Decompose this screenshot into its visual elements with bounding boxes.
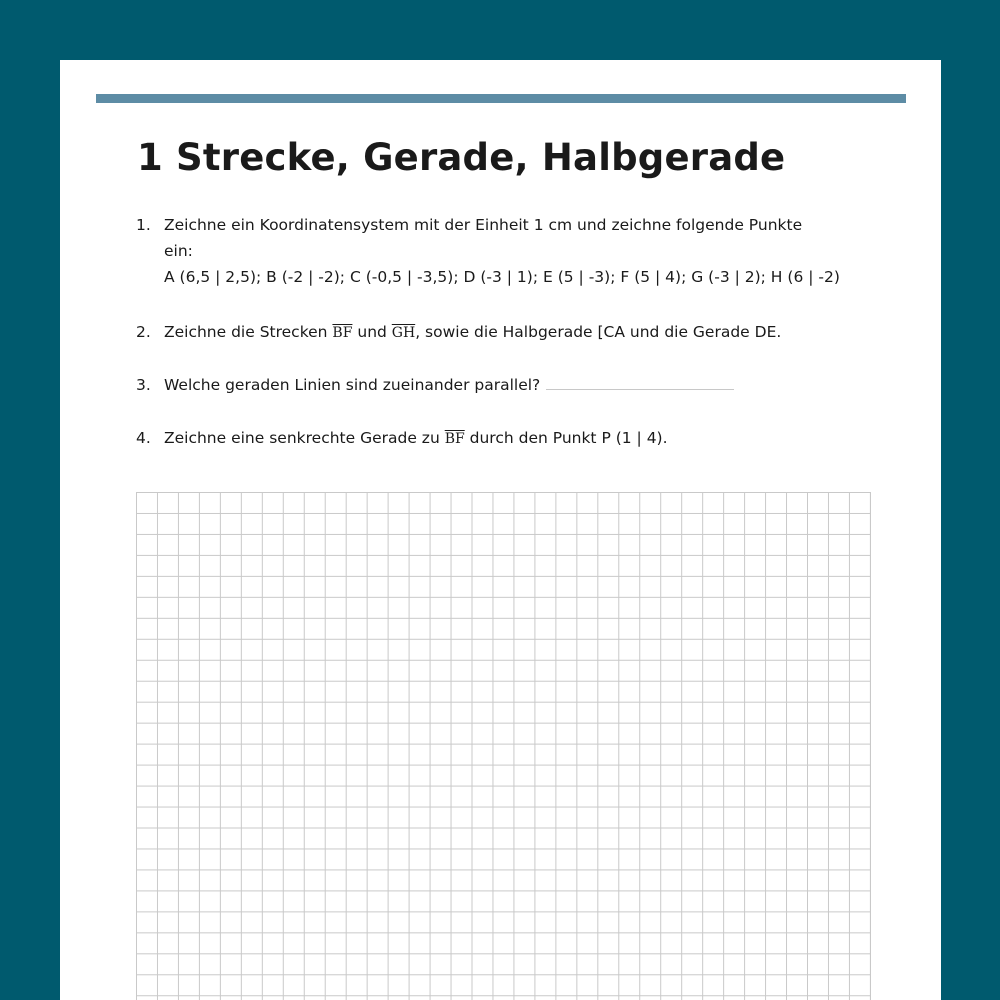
task-1 xyxy=(136,212,856,290)
graph-paper-grid[interactable] xyxy=(136,492,871,1000)
task-text: Zeichne eine senkrechte Gerade zu xyxy=(164,429,445,447)
task-text: Zeichne die Strecken xyxy=(164,323,333,341)
segment-label: $\overline{BF}$ xyxy=(332,325,353,341)
segment-label: $\overline{GH}$ xyxy=(391,325,416,341)
task-number: 3. xyxy=(136,376,151,394)
answer-line[interactable] xyxy=(546,377,734,390)
task-3 xyxy=(136,372,856,398)
task-number: 2. xyxy=(136,323,151,341)
task-text: Welche geraden Linien sind zueinander parallel? xyxy=(164,376,541,394)
task-2 xyxy=(136,319,856,346)
task-number: 1. xyxy=(136,216,151,234)
task-4 xyxy=(136,425,856,452)
task-number: 4. xyxy=(136,429,151,447)
task-text: , sowie die Halbgerade [CA und die Gerade DE. xyxy=(415,323,782,341)
page-title: 1 Strecke, Gerade, Halbgerade xyxy=(137,136,786,179)
header-rule xyxy=(96,94,906,103)
segment-label: $\overline{BF}$ xyxy=(444,431,465,447)
task-text: und xyxy=(352,323,392,341)
points-list: A (6,5 | 2,5); B (-2 | -2); C (-0,5 | -3,5); D (-3 | 1); E (5 | -3); F (5 | 4); G (-3 | 2); H (6 | -2) xyxy=(164,268,840,286)
task-text-line: Zeichne ein Koordinatensystem mit der Einheit 1 cm und zeichne folgende Punkte xyxy=(164,216,803,234)
task-text-line: ein: xyxy=(164,242,193,260)
task-text: durch den Punkt P (1 | 4). xyxy=(464,429,668,447)
worksheet-page xyxy=(60,60,941,1000)
